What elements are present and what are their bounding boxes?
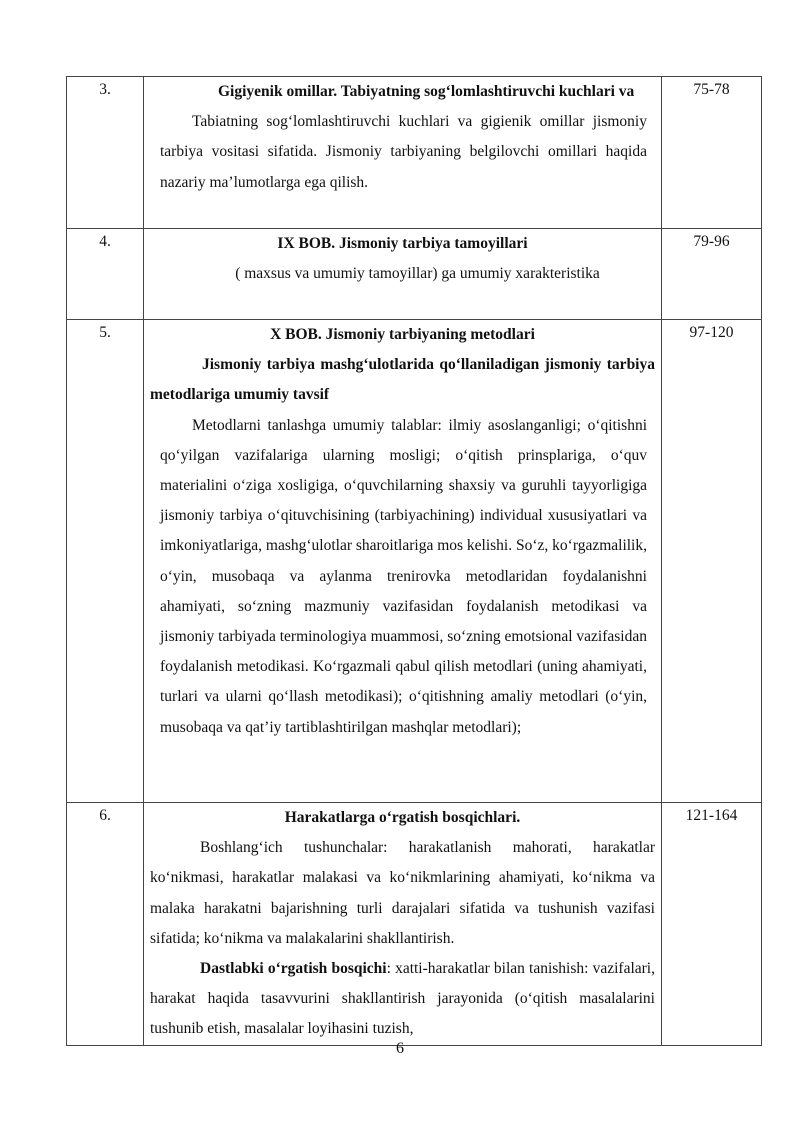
row-heading: Harakatlarga o‘rgatish bosqichlari.: [284, 809, 521, 826]
row-body-2: Dastlabki o‘rgatish bosqichi: xatti-harakatlar bilan tanishish: vazifalari, harakat haqida tasavvurini shakllantirish jarayonida (o‘qitish masalalarini tushunib etish, masalalar loyihasini tuzish,: [150, 960, 655, 1038]
row-number: 6.: [67, 803, 144, 1046]
row-number: 4.: [67, 229, 144, 320]
row-body: Tabiatning sog‘lomlashtiruvchi kuchlari va gigienik omillar jismoniy tarbiya vositasi sifatida. Jismoniy tarbiyaning belgilovchi omillari haqida nazariy ma’lumotlarga ega qilish.: [160, 113, 647, 191]
row-body: Boshlang‘ich tushunchalar: harakatlanish mahorati, harakatlar ko‘nikmasi, harakatlar malakasi va ko‘nikmlarining ahamiyati, ko‘nikma va malaka harakatni bajarishning turli darajalari sifatida va tushunish vazifasi sifatida; ko‘nikma va malakalarini shakllantirish.: [150, 839, 655, 947]
row-body: ( maxsus va umumiy tamoyillar) ga umumiy xarakteristika: [235, 265, 600, 283]
row-number: 5.: [67, 320, 144, 803]
table-row: [67, 320, 762, 803]
contents-table: [66, 76, 762, 1046]
table-row: [67, 803, 762, 1046]
row-pages: 121-164: [662, 803, 762, 1046]
table-row: [67, 77, 762, 229]
row-pages: 79-96: [662, 229, 762, 320]
page-number: 6: [396, 1040, 404, 1057]
row-pages: 97-120: [662, 320, 762, 803]
table-row: [67, 229, 762, 320]
row-content: [144, 320, 662, 803]
row-heading: IX BOB. Jismoniy tarbiya tamoyillari: [277, 235, 528, 252]
row-content: [144, 229, 662, 320]
row-pages: 75-78: [662, 77, 762, 229]
row-content: [144, 77, 662, 229]
row-body: Metodlarni tanlashga umumiy talablar: ilmiy asoslanganligi; o‘qitishni qo‘yilgan vazifalariga ularning mosligi; o‘qitish prinsplariga, o‘quv materialini o‘ziga xosligiga, o‘quvchilarning shaxsiy va guruhli tayyorligiga jismoniy tarbiya o‘qituvchisining (tarbiyachining) individual xususiyatlari va imkoniyatlariga, mashg‘ulotlar sharoitlariga mos kelishi. So‘z, ko‘rgazmalilik, o‘yin, musobaqa va aylanma trenirovka metodlaridan foydalanishni ahamiyati, so‘zning mazmuniy vazifasidan foydalanish metodikasi va jismoniy tarbiyada terminologiya muammosi, so‘zning emotsional vazifasidan foydalanish metodikasi. Ko‘rgazmali qabul qilish metodlari (uning ahamiyati, turlari va ularni qo‘llash metodikasi); o‘qitishning amaliy metodlari (o‘yin, musobaqa va qat’iy tartiblashtirilgan mashqlar metodlari);: [160, 416, 647, 736]
row-content: [144, 803, 662, 1046]
row-heading: Gigiyenik omillar. Tabiyatning sog‘lomlashtiruvchi kuchlari va: [218, 83, 635, 100]
row-number: 3.: [67, 77, 144, 229]
row-subheading: Jismoniy tarbiya mashg‘ulotlarida qo‘llaniladigan jismoniy tarbiya metodlariga umumiy tavsif: [150, 356, 655, 404]
row-heading: X BOB. Jismoniy tarbiyaning metodlari: [270, 326, 535, 343]
